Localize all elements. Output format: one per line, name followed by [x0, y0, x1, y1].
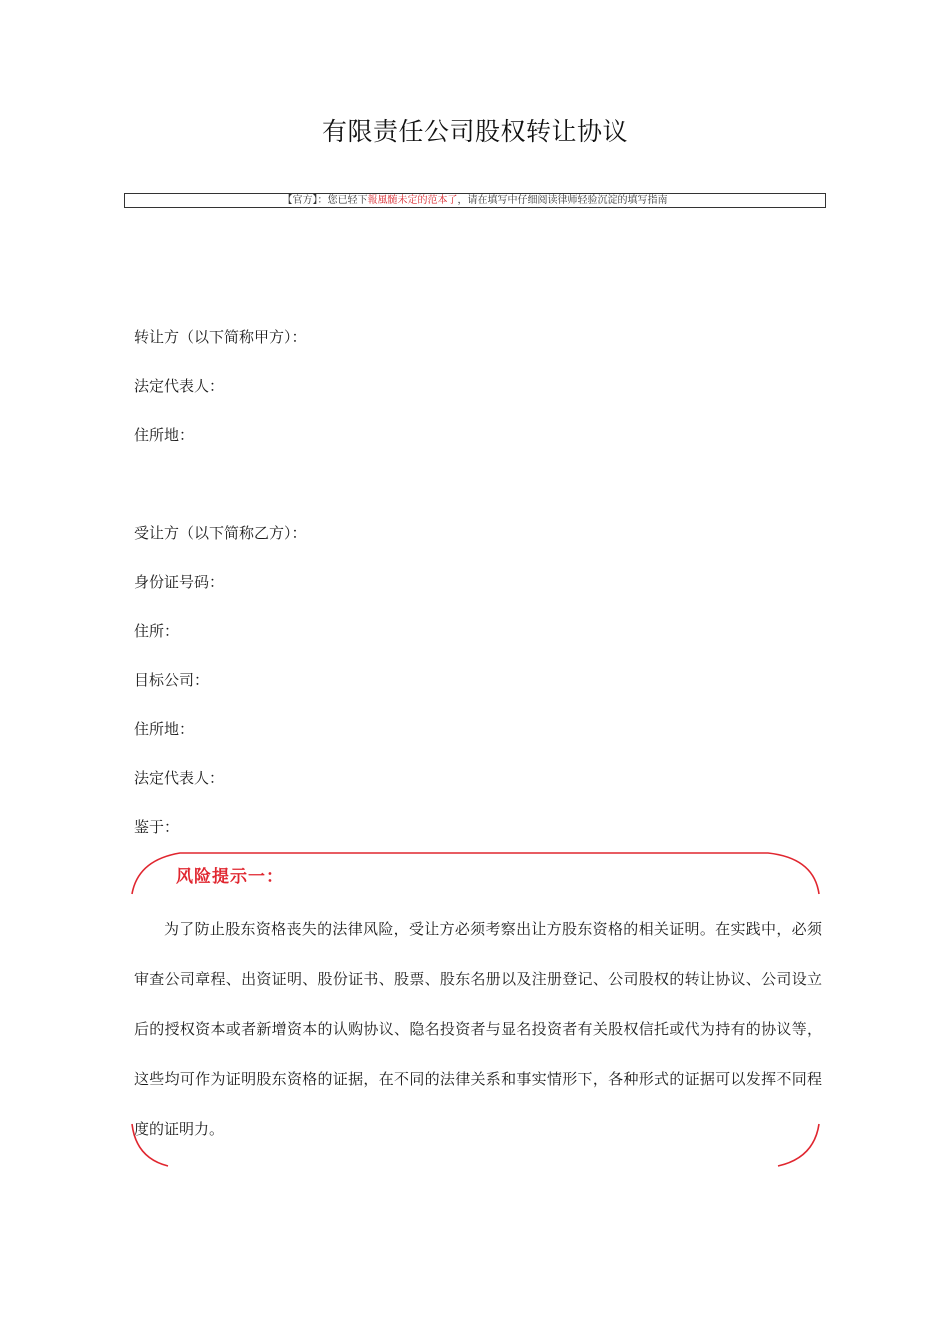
- target-rep-label: 法定代表人：: [134, 769, 225, 787]
- notice-highlight: 報風髄未定的范本了: [367, 195, 458, 206]
- notice-prefix: 【官方】：您已轻下: [282, 195, 368, 206]
- notice-suffix: ，请在填写中仔细阅读律师轻验沉淀的填写指南: [457, 195, 668, 206]
- official-notice-banner: [124, 193, 826, 208]
- document-title: 有限责任公司股权转让协议: [321, 117, 628, 146]
- party-b-id-label: 身份证号码：: [134, 573, 225, 591]
- target-address-label: 住所地：: [134, 720, 195, 738]
- whereas-label: 鉴于：: [134, 818, 180, 836]
- party-a-address-label: 住所地：: [134, 426, 195, 444]
- party-a-name-label: 转让方（以下简称甲方）：: [134, 328, 307, 346]
- target-company-label: 目标公司：: [134, 671, 210, 689]
- risk-tip-title: 风险提示一：: [176, 867, 284, 887]
- party-a-rep-label: 法定代表人：: [134, 377, 225, 395]
- risk-tip-body: 为了防止股东资格丧失的法律风险，受让方必须考察出让方股东资格的相关证明。在实践中，必须审查公司章程、出资证明、股份证书、股票、股东名册以及注册登记、公司股权的转让协议、公司设立后的授权资本或者新增资本的认购协议、隐名投资者与显名投资者有关股权信托或代为持有的协议等，这些均可作为证明股东资格的证据，在不同的法律关系和事实情形下，各种形式的证据可以发挥不同程度的证明力。: [134, 920, 822, 1138]
- party-b-name-label: 受让方（以下简称乙方）：: [134, 524, 307, 542]
- party-b-address-label: 住所：: [134, 622, 180, 640]
